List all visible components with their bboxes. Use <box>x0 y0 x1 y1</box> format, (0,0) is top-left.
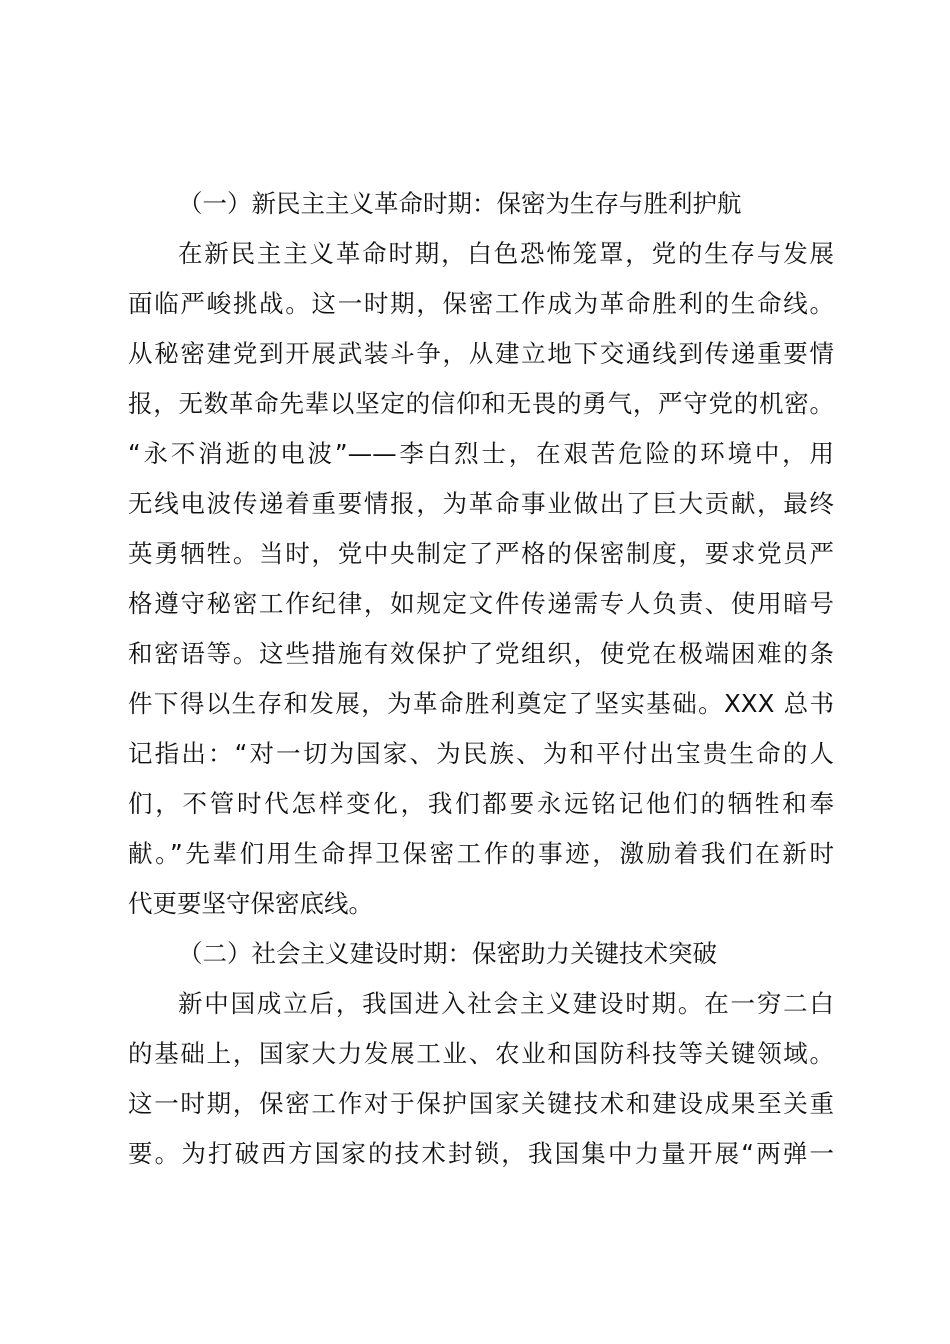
paragraph-line: 面临严峻挑战。这一时期，保密工作成为革命胜利的生命线。 <box>128 289 834 318</box>
paragraph-line: 献。”先辈们用生命捍卫保密工作的事迹，激励着我们在新时 <box>128 839 834 868</box>
paragraph-line: 无线电波传递着重要情报，为革命事业做出了巨大贡献，最终 <box>128 489 834 518</box>
paragraph-line: 件下得以生存和发展，为革命胜利奠定了坚实基础。XXX 总书 <box>128 689 834 718</box>
paragraph-line: 格遵守秘密工作纪律，如规定文件传递需专人负责、使用暗号 <box>128 589 834 618</box>
paragraph-line: 在新民主主义革命时期，白色恐怖笼罩，党的生存与发展 <box>178 239 834 268</box>
paragraph-line: 代更要坚守保密底线。 <box>128 889 373 918</box>
paragraph-line: “永不消逝的电波”——李白烈士，在艰苦危险的环境中，用 <box>128 439 834 468</box>
paragraph-line: 们，不管时代怎样变化，我们都要永远铭记他们的牺牲和奉 <box>128 789 834 818</box>
paragraph-line: 新中国成立后，我国进入社会主义建设时期。在一穷二白 <box>178 989 834 1018</box>
paragraph-line: 这一时期，保密工作对于保护国家关键技术和建设成果至关重 <box>128 1089 834 1118</box>
section-heading-1: （一）新民主主义革命时期：保密为生存与胜利护航 <box>178 189 742 218</box>
paragraph-line: 和密语等。这些措施有效保护了党组织，使党在极端困难的条 <box>128 639 834 668</box>
paragraph-line: 记指出：“对一切为国家、为民族、为和平付出宝贵生命的人 <box>128 739 834 768</box>
section-heading-2: （二）社会主义建设时期：保密助力关键技术突破 <box>178 939 717 968</box>
paragraph-line: 的基础上，国家大力发展工业、农业和国防科技等关键领域。 <box>128 1039 834 1068</box>
paragraph-line: 要。为打破西方国家的技术封锁，我国集中力量开展“两弹一 <box>128 1139 834 1168</box>
paragraph-line: 从秘密建党到开展武装斗争，从建立地下交通线到传递重要情 <box>128 339 834 368</box>
paragraph-line: 报，无数革命先辈以坚定的信仰和无畏的勇气，严守党的机密。 <box>128 389 834 418</box>
paragraph-line: 英勇牺牲。当时，党中央制定了严格的保密制度，要求党员严 <box>128 539 834 568</box>
document-body <box>128 179 834 1179</box>
